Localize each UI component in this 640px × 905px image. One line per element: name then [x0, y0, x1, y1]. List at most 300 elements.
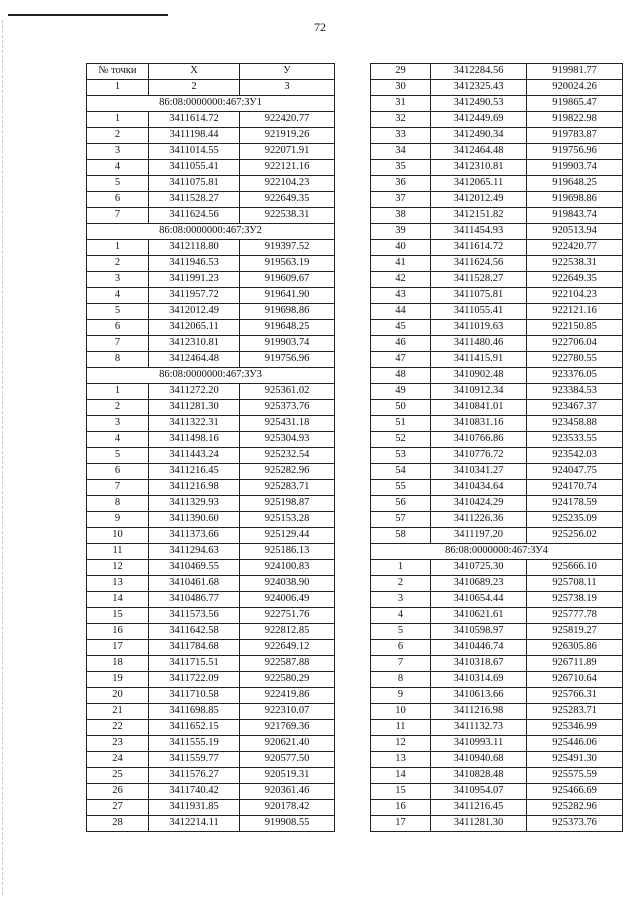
table-row — [371, 736, 623, 752]
coord-x: 3411294.63 — [149, 544, 240, 560]
coord-x: 3412012.49 — [431, 192, 527, 208]
coord-y: 925283.71 — [527, 704, 623, 720]
coord-y: 925282.96 — [527, 800, 623, 816]
table-row — [371, 304, 623, 320]
coord-x: 3411642.58 — [149, 624, 240, 640]
table-row — [87, 352, 335, 368]
section-row — [371, 544, 623, 560]
coord-y: 922649.35 — [527, 272, 623, 288]
coord-y: 926305.86 — [527, 640, 623, 656]
coord-y: 925708.11 — [527, 576, 623, 592]
point-number: 49 — [371, 384, 431, 400]
table-row — [87, 432, 335, 448]
table-row — [371, 480, 623, 496]
coord-y: 920577.50 — [240, 752, 335, 768]
table-row — [371, 672, 623, 688]
point-number: 2 — [87, 256, 149, 272]
coord-y: 919698.86 — [240, 304, 335, 320]
coord-y: 923376.05 — [527, 368, 623, 384]
table-row — [87, 656, 335, 672]
point-number: 25 — [87, 768, 149, 784]
point-number: 10 — [87, 528, 149, 544]
coord-y: 922420.77 — [240, 112, 335, 128]
coord-x: 3410841.01 — [431, 400, 527, 416]
coord-y: 925282.96 — [240, 464, 335, 480]
coord-x: 3410461.68 — [149, 576, 240, 592]
coord-x: 3411614.72 — [149, 112, 240, 128]
coord-x: 3411722.09 — [149, 672, 240, 688]
header-point-number: № точки — [87, 64, 149, 80]
point-number: 40 — [371, 240, 431, 256]
coord-x: 3410424.29 — [431, 496, 527, 512]
coord-y: 922780.55 — [527, 352, 623, 368]
table-row — [371, 144, 623, 160]
coord-y: 926710.64 — [527, 672, 623, 688]
point-number: 48 — [371, 368, 431, 384]
coord-x: 3412151.82 — [431, 208, 527, 224]
coord-x: 3410776.72 — [431, 448, 527, 464]
point-number: 44 — [371, 304, 431, 320]
table-row — [87, 400, 335, 416]
point-number: 1 — [371, 560, 431, 576]
point-number: 33 — [371, 128, 431, 144]
coord-y: 920024.26 — [527, 80, 623, 96]
table-row — [371, 176, 623, 192]
point-number: 13 — [87, 576, 149, 592]
point-number: 51 — [371, 416, 431, 432]
coord-x: 3412464.48 — [431, 144, 527, 160]
coord-y: 920513.94 — [527, 224, 623, 240]
point-number: 4 — [87, 432, 149, 448]
table-row — [87, 288, 335, 304]
point-number: 12 — [87, 560, 149, 576]
section-row — [87, 224, 335, 240]
table-row — [87, 768, 335, 784]
point-number: 8 — [87, 352, 149, 368]
coord-x: 3411957.72 — [149, 288, 240, 304]
table-row — [87, 384, 335, 400]
coord-y: 919756.96 — [240, 352, 335, 368]
coord-x: 3411614.72 — [431, 240, 527, 256]
coord-x: 3412012.49 — [149, 304, 240, 320]
table-row — [371, 64, 623, 80]
coord-y: 919843.74 — [527, 208, 623, 224]
point-number: 38 — [371, 208, 431, 224]
table-row — [371, 384, 623, 400]
point-number: 57 — [371, 512, 431, 528]
point-number: 16 — [87, 624, 149, 640]
table-row — [87, 208, 335, 224]
coord-x: 3412118.80 — [149, 240, 240, 256]
coord-y: 925819.27 — [527, 624, 623, 640]
table-row — [87, 640, 335, 656]
table-row — [371, 80, 623, 96]
point-number: 18 — [87, 656, 149, 672]
coord-x: 3411740.42 — [149, 784, 240, 800]
coord-x: 3411075.81 — [431, 288, 527, 304]
coordinates-table-right — [370, 63, 623, 832]
coord-x: 3411014.55 — [149, 144, 240, 160]
coord-x: 3410314.69 — [431, 672, 527, 688]
coord-x: 3411784.68 — [149, 640, 240, 656]
table-row — [87, 272, 335, 288]
coord-y: 921919.26 — [240, 128, 335, 144]
table-row — [87, 800, 335, 816]
coord-x: 3411197.20 — [431, 528, 527, 544]
coord-x: 3412310.81 — [149, 336, 240, 352]
coord-x: 3411055.41 — [149, 160, 240, 176]
point-number: 1 — [87, 112, 149, 128]
coord-x: 3411390.60 — [149, 512, 240, 528]
coord-y: 922538.31 — [240, 208, 335, 224]
coord-x: 3411226.36 — [431, 512, 527, 528]
point-number: 4 — [371, 608, 431, 624]
point-number: 5 — [87, 304, 149, 320]
coord-x: 3411528.27 — [149, 192, 240, 208]
coord-y: 920621.40 — [240, 736, 335, 752]
table-row — [87, 128, 335, 144]
point-number: 42 — [371, 272, 431, 288]
coord-y: 922121.16 — [527, 304, 623, 320]
table-row — [371, 288, 623, 304]
coord-x: 3410725.30 — [431, 560, 527, 576]
point-number: 15 — [371, 784, 431, 800]
table-row — [87, 752, 335, 768]
coord-x: 3410446.74 — [431, 640, 527, 656]
point-number: 17 — [371, 816, 431, 832]
coord-x: 3410341.27 — [431, 464, 527, 480]
coord-y: 925431.18 — [240, 416, 335, 432]
point-number: 13 — [371, 752, 431, 768]
coord-x: 3411573.56 — [149, 608, 240, 624]
coord-x: 3411946.53 — [149, 256, 240, 272]
point-number: 30 — [371, 80, 431, 96]
coord-y: 922104.23 — [240, 176, 335, 192]
table-row — [371, 784, 623, 800]
coord-x: 3412325.43 — [431, 80, 527, 96]
coord-x: 3410689.23 — [431, 576, 527, 592]
section-cadastral-number: 86:08:0000000:467:ЗУ1 — [87, 96, 335, 112]
table-row — [87, 736, 335, 752]
table-row — [87, 528, 335, 544]
coord-y: 922071.91 — [240, 144, 335, 160]
coord-y: 924047.75 — [527, 464, 623, 480]
point-number: 5 — [87, 176, 149, 192]
coord-y: 919908.55 — [240, 816, 335, 832]
point-number: 19 — [87, 672, 149, 688]
point-number: 2 — [87, 400, 149, 416]
coord-y: 919397.52 — [240, 240, 335, 256]
coord-x: 3411216.98 — [431, 704, 527, 720]
table-row — [371, 96, 623, 112]
table-row — [87, 544, 335, 560]
coord-y: 922419.86 — [240, 688, 335, 704]
coord-y: 919648.25 — [527, 176, 623, 192]
coord-x: 3411454.93 — [431, 224, 527, 240]
coord-x: 3410598.97 — [431, 624, 527, 640]
table-row — [371, 528, 623, 544]
coord-x: 3411281.30 — [149, 400, 240, 416]
point-number: 5 — [87, 448, 149, 464]
point-number: 12 — [371, 736, 431, 752]
table-row — [87, 720, 335, 736]
coord-x: 3411198.44 — [149, 128, 240, 144]
point-number: 43 — [371, 288, 431, 304]
point-number: 6 — [87, 192, 149, 208]
table-row — [371, 512, 623, 528]
point-number: 11 — [87, 544, 149, 560]
coord-x: 3411991.23 — [149, 272, 240, 288]
coord-x: 3411576.27 — [149, 768, 240, 784]
coord-x: 3410318.67 — [431, 656, 527, 672]
coord-y: 923384.53 — [527, 384, 623, 400]
table-row — [87, 576, 335, 592]
coord-y: 922649.12 — [240, 640, 335, 656]
coord-x: 3411555.19 — [149, 736, 240, 752]
coord-x: 3412065.11 — [431, 176, 527, 192]
table-header-row — [87, 64, 335, 80]
coord-x: 3412464.48 — [149, 352, 240, 368]
coord-x: 3411624.56 — [431, 256, 527, 272]
point-number: 17 — [87, 640, 149, 656]
coord-y: 923467.37 — [527, 400, 623, 416]
table-row — [371, 640, 623, 656]
table-row — [371, 224, 623, 240]
point-number: 4 — [87, 288, 149, 304]
point-number: 2 — [87, 128, 149, 144]
coord-y: 919609.67 — [240, 272, 335, 288]
coord-x: 3410940.68 — [431, 752, 527, 768]
point-number: 21 — [87, 704, 149, 720]
table-row — [87, 448, 335, 464]
coord-y: 922420.77 — [527, 240, 623, 256]
table-row — [87, 496, 335, 512]
table-row — [87, 512, 335, 528]
coord-y: 919563.19 — [240, 256, 335, 272]
coord-x: 3411322.31 — [149, 416, 240, 432]
coord-y: 923533.55 — [527, 432, 623, 448]
coord-y: 923458.88 — [527, 416, 623, 432]
coord-y: 922751.76 — [240, 608, 335, 624]
point-number: 14 — [371, 768, 431, 784]
section-cadastral-number: 86:08:0000000:467:ЗУ4 — [371, 544, 623, 560]
coord-y: 920519.31 — [240, 768, 335, 784]
table-row — [371, 608, 623, 624]
table-row — [371, 128, 623, 144]
point-number: 7 — [371, 656, 431, 672]
coord-y: 925666.10 — [527, 560, 623, 576]
point-number: 9 — [87, 512, 149, 528]
table-row — [371, 720, 623, 736]
coord-y: 922587.88 — [240, 656, 335, 672]
coord-x: 3412449.69 — [431, 112, 527, 128]
table-row — [371, 368, 623, 384]
point-number: 55 — [371, 480, 431, 496]
table-row — [371, 160, 623, 176]
point-number: 7 — [87, 208, 149, 224]
coord-y: 925466.69 — [527, 784, 623, 800]
coord-y: 920361.46 — [240, 784, 335, 800]
point-number: 4 — [87, 160, 149, 176]
coord-x: 3410654.44 — [431, 592, 527, 608]
coord-y: 922812.85 — [240, 624, 335, 640]
coord-y: 925361.02 — [240, 384, 335, 400]
coord-x: 3411480.46 — [431, 336, 527, 352]
table-row — [87, 160, 335, 176]
point-number: 52 — [371, 432, 431, 448]
table-row — [371, 800, 623, 816]
point-number: 6 — [87, 464, 149, 480]
point-number: 34 — [371, 144, 431, 160]
coord-x: 3412214.11 — [149, 816, 240, 832]
table-row — [371, 320, 623, 336]
coord-x: 3411559.77 — [149, 752, 240, 768]
coord-x: 3411443.24 — [149, 448, 240, 464]
coord-y: 919648.25 — [240, 320, 335, 336]
coord-x: 3411055.41 — [431, 304, 527, 320]
point-number: 39 — [371, 224, 431, 240]
coord-y: 925575.59 — [527, 768, 623, 784]
page-number: 72 — [314, 20, 326, 34]
point-number: 2 — [371, 576, 431, 592]
column-index: 1 — [87, 80, 149, 96]
point-number: 46 — [371, 336, 431, 352]
coord-x: 3410954.07 — [431, 784, 527, 800]
table-row — [371, 448, 623, 464]
coord-x: 3411715.51 — [149, 656, 240, 672]
coord-y: 923542.03 — [527, 448, 623, 464]
table-row — [371, 112, 623, 128]
table-row — [87, 256, 335, 272]
coord-x: 3411216.45 — [431, 800, 527, 816]
binding-margin-line — [2, 20, 3, 895]
coord-x: 3410993.11 — [431, 736, 527, 752]
coord-y: 919903.74 — [527, 160, 623, 176]
coord-x: 3411415.91 — [431, 352, 527, 368]
coord-y: 925446.06 — [527, 736, 623, 752]
coord-x: 3410434.64 — [431, 480, 527, 496]
point-number: 16 — [371, 800, 431, 816]
coord-y: 925186.13 — [240, 544, 335, 560]
coord-y: 919865.47 — [527, 96, 623, 112]
point-number: 35 — [371, 160, 431, 176]
point-number: 29 — [371, 64, 431, 80]
table-row — [87, 592, 335, 608]
point-number: 14 — [87, 592, 149, 608]
table-row — [371, 240, 623, 256]
coord-y: 925232.54 — [240, 448, 335, 464]
coord-y: 922580.29 — [240, 672, 335, 688]
coord-y: 922310.07 — [240, 704, 335, 720]
point-number: 3 — [87, 144, 149, 160]
coord-y: 924038.90 — [240, 576, 335, 592]
table-row — [371, 208, 623, 224]
coord-y: 924100.83 — [240, 560, 335, 576]
coord-x: 3411132.73 — [431, 720, 527, 736]
coord-y: 924006.49 — [240, 592, 335, 608]
table-row — [87, 608, 335, 624]
point-number: 1 — [87, 384, 149, 400]
column-index: 2 — [149, 80, 240, 96]
point-number: 53 — [371, 448, 431, 464]
coord-y: 922649.35 — [240, 192, 335, 208]
point-number: 47 — [371, 352, 431, 368]
point-number: 56 — [371, 496, 431, 512]
table-row — [87, 624, 335, 640]
table-row — [87, 784, 335, 800]
point-number: 10 — [371, 704, 431, 720]
coord-y: 925738.19 — [527, 592, 623, 608]
table-row — [87, 192, 335, 208]
section-cadastral-number: 86:08:0000000:467:ЗУ2 — [87, 224, 335, 240]
table-row — [87, 304, 335, 320]
point-number: 7 — [87, 480, 149, 496]
table-row — [87, 416, 335, 432]
coord-y: 925283.71 — [240, 480, 335, 496]
coord-y: 919903.74 — [240, 336, 335, 352]
coordinates-table-left — [86, 63, 335, 832]
point-number: 8 — [87, 496, 149, 512]
coord-x: 3411216.98 — [149, 480, 240, 496]
coord-x: 3410613.66 — [431, 688, 527, 704]
table-row — [371, 464, 623, 480]
table-row — [87, 560, 335, 576]
coord-y: 922538.31 — [527, 256, 623, 272]
column-index-row — [87, 80, 335, 96]
point-number: 22 — [87, 720, 149, 736]
table-row — [87, 480, 335, 496]
point-number: 31 — [371, 96, 431, 112]
table-row — [371, 768, 623, 784]
coord-y: 925129.44 — [240, 528, 335, 544]
coord-y: 926711.89 — [527, 656, 623, 672]
coord-y: 925153.28 — [240, 512, 335, 528]
coord-y: 925235.09 — [527, 512, 623, 528]
coord-y: 925304.93 — [240, 432, 335, 448]
coord-x: 3411710.58 — [149, 688, 240, 704]
coord-y: 925491.30 — [527, 752, 623, 768]
coord-y: 925766.31 — [527, 688, 623, 704]
coord-x: 3411498.16 — [149, 432, 240, 448]
table-row — [371, 192, 623, 208]
coord-x: 3410469.55 — [149, 560, 240, 576]
section-row — [87, 368, 335, 384]
point-number: 28 — [87, 816, 149, 832]
point-number: 11 — [371, 720, 431, 736]
coord-x: 3411373.66 — [149, 528, 240, 544]
coord-x: 3411528.27 — [431, 272, 527, 288]
table-row — [371, 688, 623, 704]
table-row — [371, 592, 623, 608]
coord-y: 925198.87 — [240, 496, 335, 512]
point-number: 5 — [371, 624, 431, 640]
table-row — [371, 560, 623, 576]
table-row — [371, 352, 623, 368]
coord-x: 3411216.45 — [149, 464, 240, 480]
point-number: 1 — [87, 240, 149, 256]
point-number: 7 — [87, 336, 149, 352]
coord-x: 3410621.61 — [431, 608, 527, 624]
point-number: 41 — [371, 256, 431, 272]
column-index: 3 — [240, 80, 335, 96]
coord-x: 3411652.15 — [149, 720, 240, 736]
table-row — [87, 816, 335, 832]
point-number: 54 — [371, 464, 431, 480]
point-number: 45 — [371, 320, 431, 336]
header-x: X — [149, 64, 240, 80]
coord-y: 924178.59 — [527, 496, 623, 512]
point-number: 36 — [371, 176, 431, 192]
